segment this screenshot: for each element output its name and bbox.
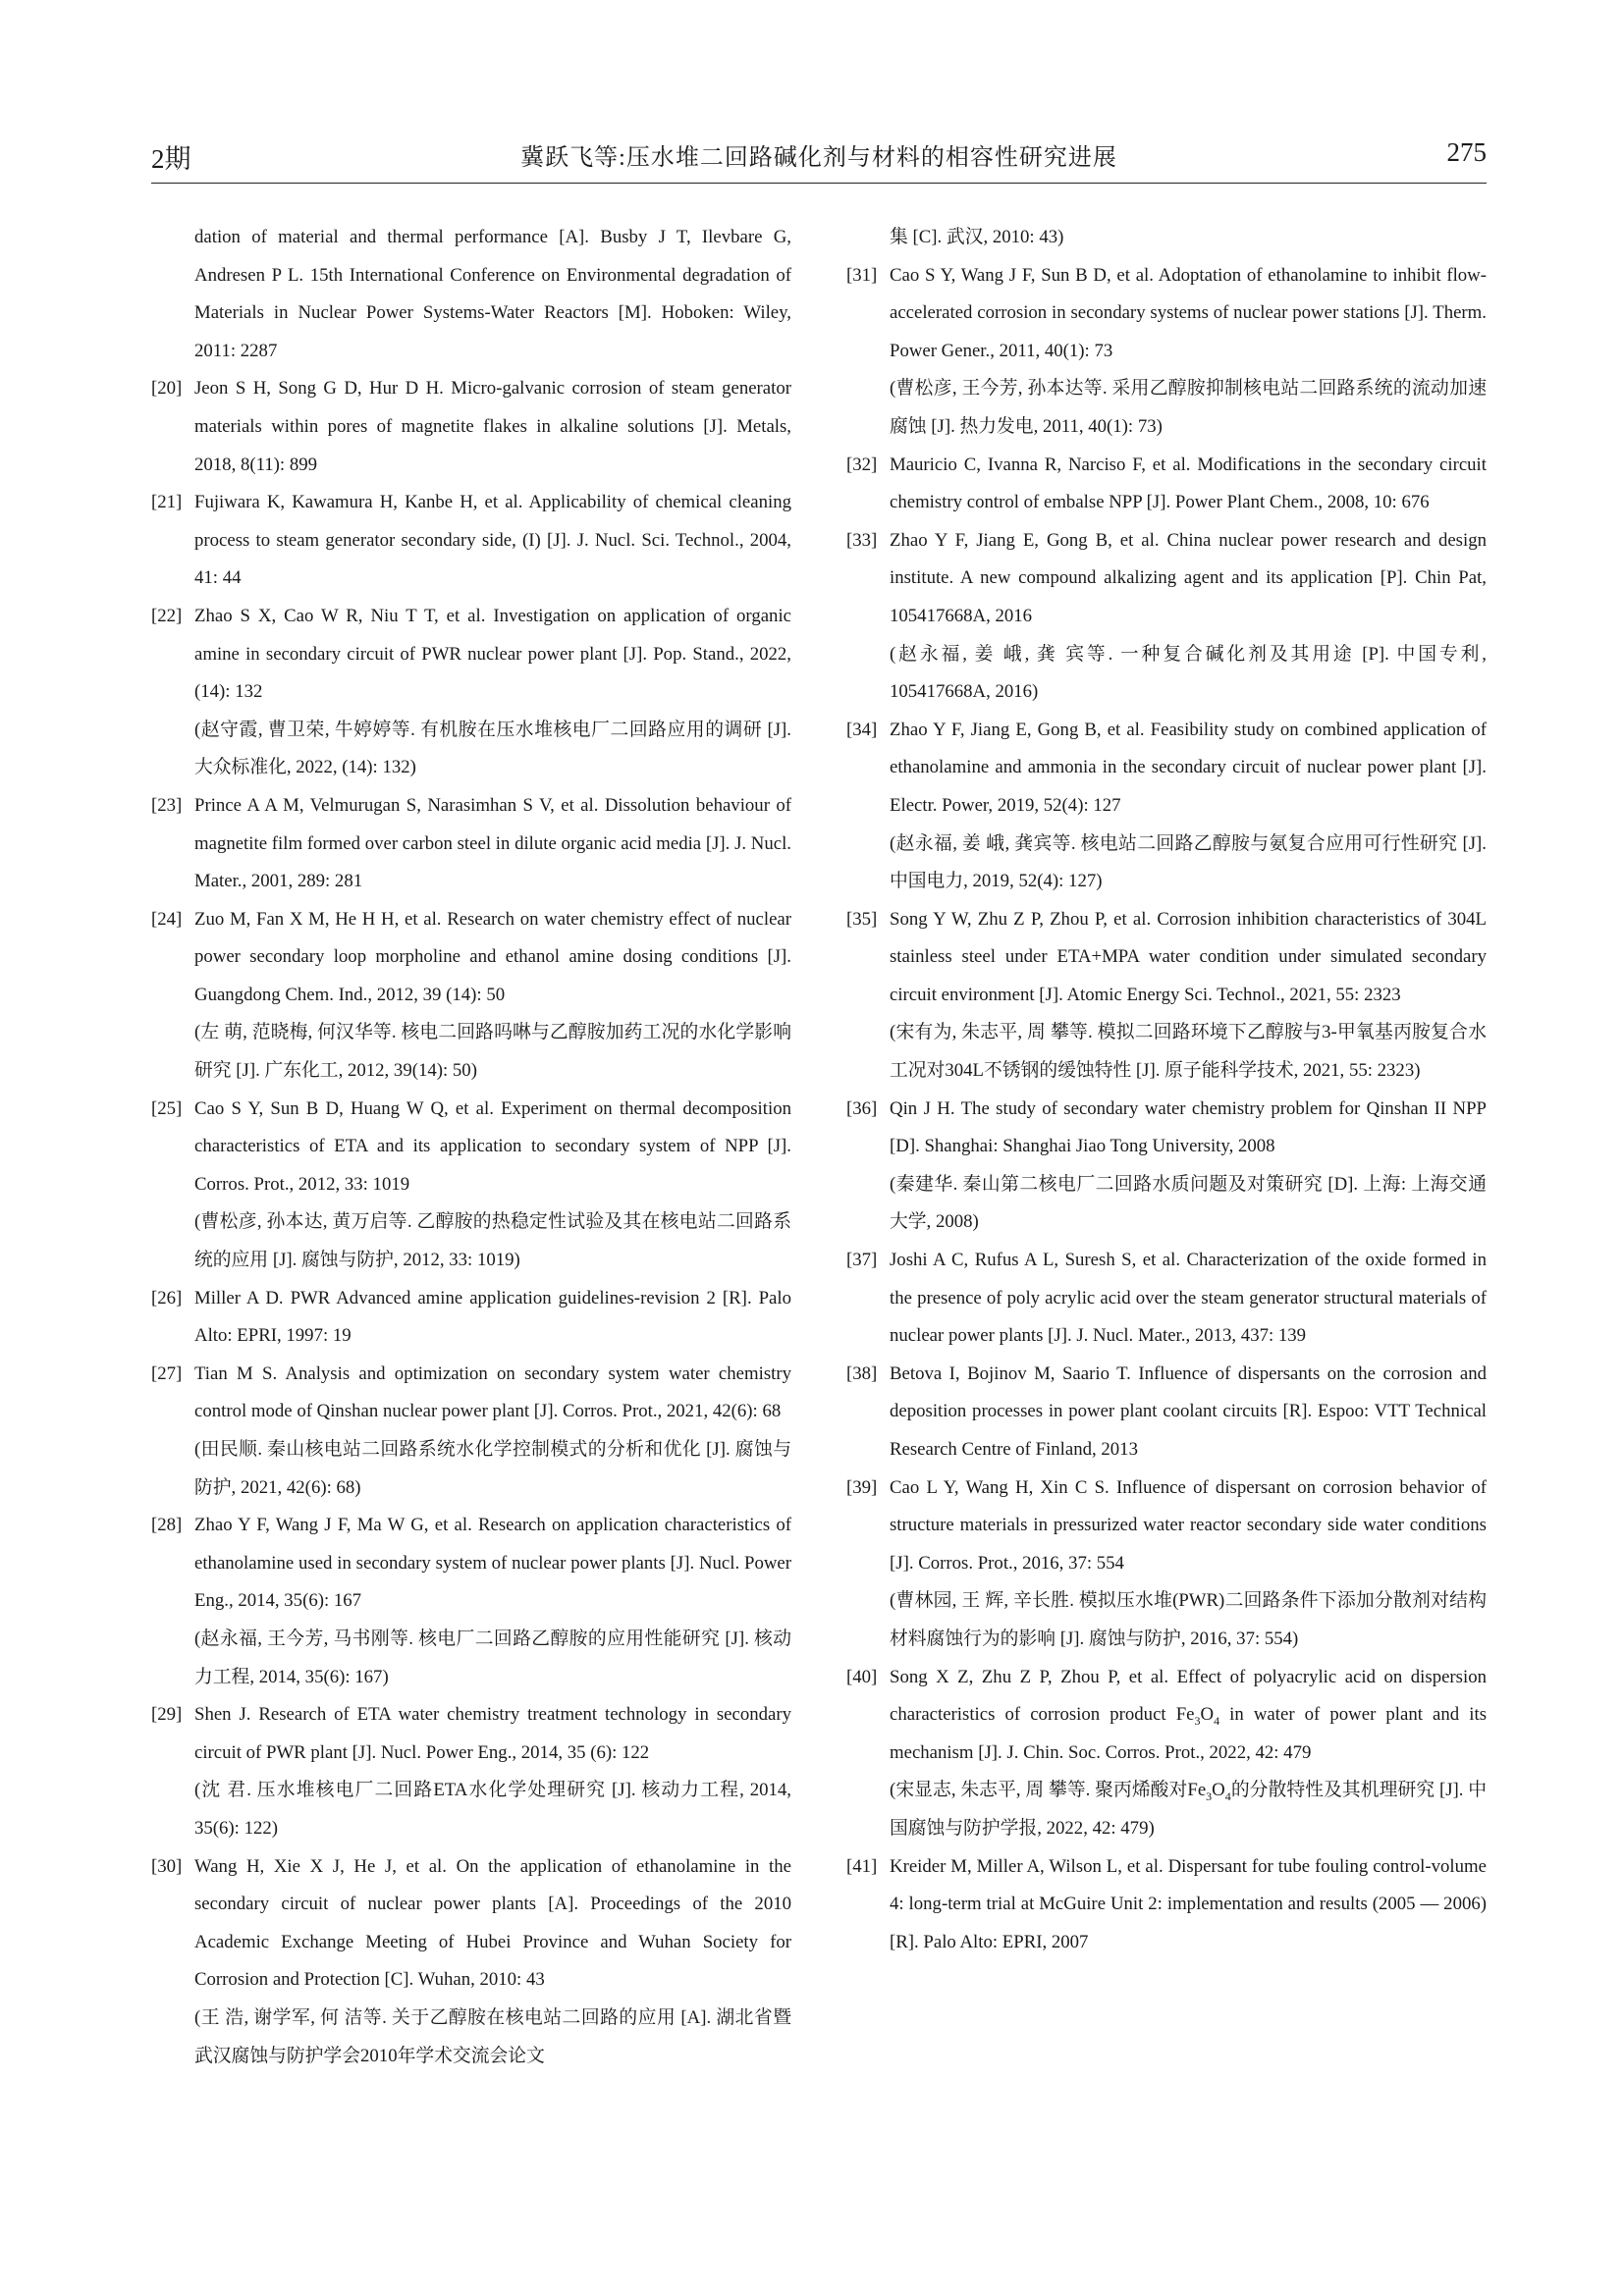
reference-item <box>846 1848 1487 1962</box>
reference-text: Mauricio C, Ivanna R, Narciso F, et al. Modifications in the secondary circuit chemistry control of embalse NPP [J]. Power Plant Chem., 2008, 10: 676 <box>890 454 1487 513</box>
reference-text: Tian M S. Analysis and optimization on secondary system water chemistry control mode of Qinshan nuclear power plant [J]. Corros. Prot., 2021, 42(6): 68 <box>194 1362 791 1422</box>
reference-item <box>846 257 1487 447</box>
reference-text <box>890 1667 1487 1763</box>
reference-number: [35] <box>846 908 878 930</box>
reference-text-part: O <box>1200 1704 1215 1726</box>
reference-item <box>151 1848 791 2076</box>
reference-text: Betova I, Bojinov M, Saario T. Influence of dispersants on the corrosion and deposition processes in power plant coolant circuits [R]. Espoo: VTT Technical Research Centre of Finland, 2013 <box>890 1362 1487 1460</box>
reference-number: [30] <box>151 1855 183 1877</box>
reference-item <box>151 484 791 598</box>
reference-number: [23] <box>151 794 183 816</box>
reference-item <box>846 1091 1487 1242</box>
reference-number: [20] <box>151 378 183 400</box>
reference-text: Zuo M, Fan X M, He H H, et al. Research on water chemistry effect of nuclear power secondary loop morpholine and ethanol amine dosing conditions [J]. Guangdong Chem. Ind., 2012, 39 (14): 50 <box>194 908 791 1005</box>
reference-text-chinese: (赵永福, 姜 峨, 龚 宾等. 一种复合碱化剂及其用途 [P]. 中国专利, 105417668A, 2016) <box>890 643 1487 703</box>
reference-text-chinese: (田民顺. 秦山核电站二回路系统水化学控制模式的分析和优化 [J]. 腐蚀与防护, 2021, 42(6): 68) <box>194 1439 791 1498</box>
subscript: 3 <box>1194 1713 1201 1728</box>
reference-text: Shen J. Research of ETA water chemistry treatment technology in secondary circuit of PWR plant [J]. Nucl. Power Eng., 2014, 35 (6): 122 <box>194 1704 791 1763</box>
reference-text: Jeon S H, Song G D, Hur D H. Micro-galvanic corrosion of steam generator materials within pores of magnetite flakes in alkaline solutions [J]. Metals, 2018, 8(11): 899 <box>194 378 791 475</box>
reference-number: [33] <box>846 529 878 551</box>
reference-number: [37] <box>846 1250 878 1271</box>
reference-text: Prince A A M, Velmurugan S, Narasimhan S V, et al. Dissolution behaviour of magnetite film formed over carbon steel in dilute organic acid media [J]. J. Nucl. Mater., 2001, 289: 281 <box>194 794 791 892</box>
reference-number: [29] <box>151 1704 183 1726</box>
reference-item <box>846 522 1487 712</box>
page-number: 275 <box>1446 137 1487 167</box>
reference-item <box>151 1091 791 1280</box>
reference-text-part: 的分散特性及其机理研究 [J]. 中国腐蚀与防护学报, 2022, 42: 479) <box>890 1780 1488 1839</box>
reference-text-chinese: (秦建华. 秦山第二核电厂二回路水质问题及对策研究 [D]. 上海: 上海交通大学, 2008) <box>890 1173 1487 1233</box>
reference-text-chinese: (宋有为, 朱志平, 周 攀等. 模拟二回路环境下乙醇胺与3-甲氧基丙胺复合水工况对304L不锈钢的缓蚀特性 [J]. 原子能科学技术, 2021, 55: 2323) <box>890 1022 1487 1082</box>
reference-text-chinese: (曹松彦, 王今芳, 孙本达等. 采用乙醇胺抑制核电站二回路系统的流动加速腐蚀 [J]. 热力发电, 2011, 40(1): 73) <box>890 378 1487 437</box>
reference-item <box>846 1469 1487 1659</box>
reference-item <box>846 901 1487 1091</box>
reference-number: [25] <box>151 1097 183 1119</box>
reference-item <box>151 1507 791 1696</box>
reference-item <box>846 1356 1487 1469</box>
reference-text: Zhao S X, Cao W R, Niu T T, et al. Investigation on application of organic amine in secondary circuit of PWR nuclear power plant [J]. Pop. Stand., 2022, (14): 132 <box>194 605 791 703</box>
reference-text-chinese: (赵永福, 姜 峨, 龚宾等. 核电站二回路乙醇胺与氨复合应用可行性研究 [J]. 中国电力, 2019, 52(4): 127) <box>890 832 1487 892</box>
header-rule <box>151 183 1487 184</box>
reference-item <box>151 370 791 484</box>
reference-text: Song Y W, Zhu Z P, Zhou P, et al. Corrosion inhibition characteristics of 304L stainless steel under ETA+MPA water condition under simulated secondary circuit environment [J]. Atomic Energy Sci. Technol., 2021, 55: 2323 <box>890 908 1487 1005</box>
reference-number: [38] <box>846 1362 878 1384</box>
reference-text: Fujiwara K, Kawamura H, Kanbe H, et al. Applicability of chemical cleaning process to steam generator secondary side, (I) [J]. J. Nucl. Sci. Technol., 2004, 41: 44 <box>194 492 791 589</box>
reference-text: Joshi A C, Rufus A L, Suresh S, et al. Characterization of the oxide formed in the presence of poly acrylic acid over the steam generator structural materials of nuclear power plants [J]. J. Nucl. Mater., 2013, 437: 139 <box>890 1250 1487 1347</box>
reference-number: [34] <box>846 719 878 740</box>
reference-number: [27] <box>151 1362 183 1384</box>
reference-text: Wang H, Xie X J, He J, et al. On the application of ethanolamine in the secondary circuit of nuclear power plants [A]. Proceedings of the 2010 Academic Exchange Meeting of Hubei Province and Wuhan Society for Corrosion and Protection [C]. Wuhan, 2010: 43 <box>194 1855 791 1991</box>
reference-item <box>846 447 1487 522</box>
reference-number: [26] <box>151 1287 183 1308</box>
reference-text: Qin J H. The study of secondary water chemistry problem for Qinshan II NPP [D]. Shanghai: Shanghai Jiao Tong University, 2008 <box>890 1097 1487 1157</box>
subscript: 4 <box>1224 1789 1231 1804</box>
reference-text: Miller A D. PWR Advanced amine application guidelines-revision 2 [R]. Palo Alto: EPRI, 1997: 19 <box>194 1287 791 1347</box>
reference-text: Zhao Y F, Jiang E, Gong B, et al. China nuclear power research and design institute. A new compound alkalizing agent and its application [P]. Chin Pat, 105417668A, 2016 <box>890 529 1487 626</box>
reference-continuation: dation of material and thermal performance [A]. Busby J T, Ilevbare G, Andresen P L. 15th International Conference on Environmental degradation of Materials in Nuclear Power Systems-Water Reactors [M]. Hoboken: Wiley, 2011: 2287 <box>194 227 791 361</box>
reference-text-part: in water of power plant and its mechanism [J]. J. Chin. Soc. Corros. Prot., 2022, 42: 479 <box>890 1704 1488 1763</box>
reference-number: [31] <box>846 264 878 286</box>
reference-text-chinese: (赵守霞, 曹卫荣, 牛婷婷等. 有机胺在压水堆核电厂二回路应用的调研 [J]. 大众标准化, 2022, (14): 132) <box>194 719 791 778</box>
reference-text: Zhao Y F, Wang J F, Ma W G, et al. Research on application characteristics of ethanolamine used in secondary system of nuclear power plants [J]. Nucl. Power Eng., 2014, 35(6): 167 <box>194 1515 791 1612</box>
reference-text: Kreider M, Miller A, Wilson L, et al. Dispersant for tube fouling control-volume 4: long-term trial at McGuire Unit 2: implementation and results (2005 — 2006) [R]. Palo Alto: EPRI, 2007 <box>890 1855 1487 1952</box>
reference-text-chinese: (王 浩, 谢学军, 何 洁等. 关于乙醇胺在核电站二回路的应用 [A]. 湖北省暨武汉腐蚀与防护学会2010年学术交流会论文 <box>194 2006 791 2066</box>
reference-continuation: 集 [C]. 武汉, 2010: 43) <box>890 227 1064 247</box>
reference-text-chinese: (赵永福, 王今芳, 马书刚等. 核电厂二回路乙醇胺的应用性能研究 [J]. 核动力工程, 2014, 35(6): 167) <box>194 1628 791 1687</box>
reference-number: [22] <box>151 605 183 626</box>
reference-number: [28] <box>151 1515 183 1536</box>
reference-item <box>151 901 791 1091</box>
reference-text: Zhao Y F, Jiang E, Gong B, et al. Feasibility study on combined application of ethanolamine and ammonia in the secondary circuit of nuclear power plant [J]. Electr. Power, 2019, 52(4): 127 <box>890 719 1487 816</box>
issue-number: 2期 <box>151 144 191 174</box>
reference-column-left <box>151 219 791 2075</box>
reference-item <box>846 1242 1487 1356</box>
reference-item <box>151 787 791 901</box>
reference-item <box>151 1696 791 1847</box>
reference-item <box>846 712 1487 901</box>
subscript: 3 <box>1206 1789 1213 1804</box>
reference-text-part: (宋显志, 朱志平, 周 攀等. 聚丙烯酸对Fe <box>890 1780 1207 1801</box>
reference-number: [39] <box>846 1476 878 1498</box>
reference-text-chinese: (曹林园, 王 辉, 辛长胜. 模拟压水堆(PWR)二回路条件下添加分散剂对结构材料腐蚀行为的影响 [J]. 腐蚀与防护, 2016, 37: 554) <box>890 1590 1487 1649</box>
reference-text-part: Song X Z, Zhu Z P, Zhou P, et al. Effect of polyacrylic acid on dispersion characteristics of corrosion product Fe <box>890 1666 1487 1726</box>
reference-text-chinese: (左 萌, 范晓梅, 何汉华等. 核电二回路吗啉与乙醇胺加药工况的水化学影响研究 [J]. 广东化工, 2012, 39(14): 50) <box>194 1022 791 1082</box>
reference-item <box>846 1659 1487 1848</box>
reference-column-right <box>846 219 1487 1961</box>
running-header <box>151 137 1487 177</box>
reference-text: Cao L Y, Wang H, Xin C S. Influence of dispersant on corrosion behavior of structure materials in pressurized water reactor secondary side water conditions [J]. Corros. Prot., 2016, 37: 554 <box>890 1476 1487 1574</box>
reference-text-chinese: (沈 君. 压水堆核电厂二回路ETA水化学处理研究 [J]. 核动力工程, 2014, 35(6): 122) <box>194 1780 791 1839</box>
reference-number: [21] <box>151 492 183 513</box>
reference-number: [24] <box>151 908 183 930</box>
reference-text-chinese <box>890 1772 1487 1847</box>
reference-number: [36] <box>846 1097 878 1119</box>
reference-number: [32] <box>846 454 878 475</box>
reference-number: [41] <box>846 1855 878 1877</box>
reference-text-chinese: (曹松彦, 孙本达, 黄万启等. 乙醇胺的热稳定性试验及其在核电站二回路系统的应用 [J]. 腐蚀与防护, 2012, 33: 1019) <box>194 1211 791 1271</box>
running-title: 冀跃飞等:压水堆二回路碱化剂与材料的相容性研究进展 <box>520 145 1117 171</box>
reference-text-part: O <box>1212 1780 1225 1801</box>
reference-item <box>151 1356 791 1507</box>
reference-text: Cao S Y, Sun B D, Huang W Q, et al. Experiment on thermal decomposition characteristics of ETA and its application to secondary system of NPP [J]. Corros. Prot., 2012, 33: 1019 <box>194 1097 791 1195</box>
reference-item <box>151 598 791 787</box>
subscript: 4 <box>1214 1713 1220 1728</box>
reference-item <box>151 1280 791 1356</box>
reference-text: Cao S Y, Wang J F, Sun B D, et al. Adoptation of ethanolamine to inhibit flow-accelerated corrosion in secondary systems of nuclear power stations [J]. Therm. Power Gener., 2011, 40(1): 73 <box>890 264 1487 361</box>
reference-number: [40] <box>846 1666 878 1687</box>
